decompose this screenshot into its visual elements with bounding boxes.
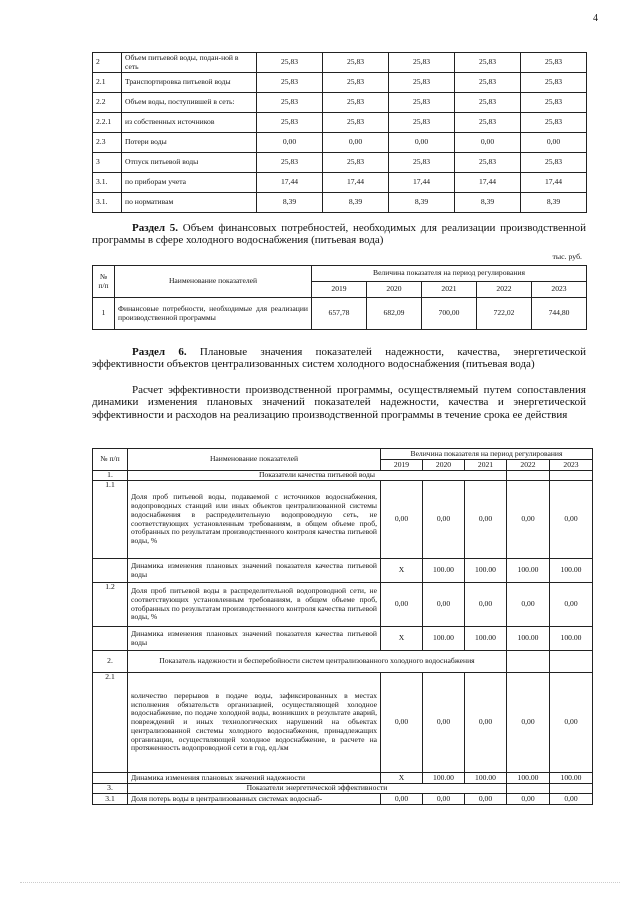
t3-value: 0,00 bbox=[381, 794, 423, 805]
t1-value: 17,44 bbox=[455, 173, 521, 193]
table-row bbox=[93, 93, 587, 113]
table-row bbox=[93, 153, 587, 173]
t1-value: 25,83 bbox=[521, 113, 587, 133]
t2-year-2022: 2022 bbox=[477, 282, 532, 298]
t1-value: 17,44 bbox=[323, 173, 389, 193]
t3-year-2019: 2019 bbox=[381, 460, 423, 471]
t1-row-name: Объем воды, поступившей в сеть: bbox=[122, 93, 257, 113]
t3-section-num: 3. bbox=[93, 784, 128, 794]
t3-section-num: 1. bbox=[93, 471, 128, 481]
t1-value: 25,83 bbox=[257, 113, 323, 133]
t1-value: 0,00 bbox=[521, 133, 587, 153]
t3-dynamics-name: Динамика изменения плановых значений показателя качества питьевой воды bbox=[128, 627, 381, 651]
t3-value: 0,00 bbox=[381, 673, 423, 773]
t1-value: 25,83 bbox=[257, 153, 323, 173]
t3-year-2020: 2020 bbox=[423, 460, 465, 471]
t3-value: 0,00 bbox=[507, 583, 550, 627]
t1-value: 8,39 bbox=[323, 193, 389, 213]
t3-year-2022: 2022 bbox=[507, 460, 550, 471]
t3-value: 0,00 bbox=[381, 481, 423, 559]
t3-row-name: Доля проб питьевой воды в распределительной водопроводной сети, не соответствующих установленным требованиям, в общем объеме проб, отобранных по результатам производственного контроля качества питьевой воды, % bbox=[128, 583, 381, 627]
t3-value: 100.00 bbox=[550, 627, 593, 651]
t3-section-title: Показатели энергетической эффективности bbox=[128, 784, 507, 794]
t1-row-num: 2.2 bbox=[93, 93, 122, 113]
t3-value: 0,00 bbox=[465, 673, 507, 773]
t3-section-num: 2. bbox=[93, 651, 128, 673]
t1-value: 25,83 bbox=[455, 113, 521, 133]
t2-row-name: Финансовые потребности, необходимые для реализации производственной программы bbox=[115, 298, 312, 330]
t1-value: 25,83 bbox=[389, 73, 455, 93]
t3-name-header: Наименование показателей bbox=[128, 449, 381, 471]
t1-value: 25,83 bbox=[389, 53, 455, 73]
t2-year-2023: 2023 bbox=[532, 282, 587, 298]
water-balance-table-body bbox=[93, 53, 587, 213]
t3-dynamics-name: Динамика изменения плановых значений надежности bbox=[128, 773, 381, 784]
t1-value: 0,00 bbox=[257, 133, 323, 153]
t1-value: 25,83 bbox=[521, 73, 587, 93]
t1-value: 17,44 bbox=[389, 173, 455, 193]
page-number: 4 bbox=[593, 13, 598, 24]
t1-row-name: по нормативам bbox=[122, 193, 257, 213]
t3-value: 0,00 bbox=[465, 481, 507, 559]
t3-value: 0,00 bbox=[550, 583, 593, 627]
t3-value: 0,00 bbox=[507, 794, 550, 805]
t3-value: 0,00 bbox=[507, 481, 550, 559]
t3-value: 100.00 bbox=[507, 559, 550, 583]
t3-value: 100.00 bbox=[465, 559, 507, 583]
t3-row-num: 1.2 bbox=[93, 583, 128, 627]
section5-text: Объем финансовых потребностей, необходимых для реализации производственной программы в сфере холодного водоснабжения (питьевая вода) bbox=[92, 222, 586, 247]
table-row bbox=[93, 193, 587, 213]
t3-value: X bbox=[381, 773, 423, 784]
t3-year-2023: 2023 bbox=[550, 460, 593, 471]
t1-value: 25,83 bbox=[257, 53, 323, 73]
t1-row-name: Отпуск питьевой воды bbox=[122, 153, 257, 173]
t1-value: 25,83 bbox=[389, 113, 455, 133]
t1-row-num: 3.1. bbox=[93, 173, 122, 193]
table-row bbox=[93, 173, 587, 193]
t1-row-num: 3 bbox=[93, 153, 122, 173]
t1-value: 0,00 bbox=[389, 133, 455, 153]
t2-name-header: Наименование показателей bbox=[115, 266, 312, 298]
t3-row-num: 2.1 bbox=[93, 673, 128, 773]
t1-value: 0,00 bbox=[455, 133, 521, 153]
t3-row-name: Доля проб питьевой воды, подаваемой с источников водоснабжения, водопроводных станций или иных объектов централизованной системы водоснабжения в распределительную водопроводную сеть, не соответствующих установленным требованиям, в общем объеме проб, отобранных по результатам производственного контроля качества питьевой воды, % bbox=[128, 481, 381, 559]
t3-value: X bbox=[381, 627, 423, 651]
t3-dynamics-name: Динамика изменения плановых значений показателя качества питьевой воды bbox=[128, 559, 381, 583]
t2-value: 657,78 bbox=[312, 298, 367, 330]
t1-row-num: 2.1 bbox=[93, 73, 122, 93]
t1-value: 0,00 bbox=[323, 133, 389, 153]
t1-value: 8,39 bbox=[521, 193, 587, 213]
t3-value: 0,00 bbox=[423, 481, 465, 559]
t1-value: 8,39 bbox=[257, 193, 323, 213]
page-bottom-divider bbox=[20, 882, 620, 883]
section6-paragraph: Расчет эффективности производственной программы, осуществляемый путем сопоставления динамики изменения плановых значений показателей надежности, качества и энергетической эффективности и расходов на реализацию производственной программы в течение срока ее действия bbox=[92, 384, 586, 421]
t3-value: 0,00 bbox=[550, 794, 593, 805]
t3-value: 0,00 bbox=[507, 673, 550, 773]
t1-row-name: по приборам учета bbox=[122, 173, 257, 193]
t1-value: 17,44 bbox=[257, 173, 323, 193]
t1-value: 25,83 bbox=[521, 153, 587, 173]
t3-value: 0,00 bbox=[550, 673, 593, 773]
t1-row-name: из собственных источников bbox=[122, 113, 257, 133]
t2-value: 682,09 bbox=[367, 298, 422, 330]
t1-value: 8,39 bbox=[455, 193, 521, 213]
t3-period-header: Величина показателя на период регулирования bbox=[381, 449, 593, 460]
section5-heading bbox=[92, 222, 586, 247]
t3-value: 100.00 bbox=[507, 627, 550, 651]
t3-year-2021: 2021 bbox=[465, 460, 507, 471]
t1-row-name: Объем питьевой воды, подан-ной в сеть bbox=[122, 53, 257, 73]
t1-row-name: Транспортировка питьевой воды bbox=[122, 73, 257, 93]
section6-text: Плановые значения показателей надежности, качества, энергетической эффективности объектов централизованных систем холодного водоснабжения (питьевая вода) bbox=[92, 346, 586, 371]
t1-row-num: 2.2.1 bbox=[93, 113, 122, 133]
t3-value: 100.00 bbox=[465, 773, 507, 784]
t3-row-name: Доля потерь воды в централизованных системах водоснаб- bbox=[128, 794, 381, 805]
t2-period-header: Величина показателя на период регулирования bbox=[312, 266, 587, 282]
section5-label: Раздел 5. bbox=[132, 222, 179, 234]
t3-value: 100.00 bbox=[550, 559, 593, 583]
t2-value: 722,02 bbox=[477, 298, 532, 330]
t1-value: 25,83 bbox=[521, 93, 587, 113]
t3-value: 0,00 bbox=[465, 794, 507, 805]
t3-value: 0,00 bbox=[465, 583, 507, 627]
t1-row-num: 2 bbox=[93, 53, 122, 73]
table-row bbox=[93, 133, 587, 153]
t2-year-2019: 2019 bbox=[312, 282, 367, 298]
t3-section-title: Показатель надежности и бесперебойности систем централизованного холодного водоснабжения bbox=[128, 651, 507, 673]
t1-value: 25,83 bbox=[389, 153, 455, 173]
indicators-table bbox=[92, 448, 593, 805]
t1-value: 25,83 bbox=[455, 93, 521, 113]
t1-value: 25,83 bbox=[323, 153, 389, 173]
t3-section-title: Показатели качества питьевой воды bbox=[128, 471, 507, 481]
t3-value: 100.00 bbox=[423, 773, 465, 784]
t3-value: 100.00 bbox=[550, 773, 593, 784]
t1-value: 25,83 bbox=[521, 53, 587, 73]
table-row bbox=[93, 73, 587, 93]
water-balance-table bbox=[92, 52, 587, 213]
t1-value: 25,83 bbox=[257, 93, 323, 113]
t1-row-num: 2.3 bbox=[93, 133, 122, 153]
t1-value: 25,83 bbox=[455, 153, 521, 173]
t1-value: 8,39 bbox=[389, 193, 455, 213]
t2-row-num: 1 bbox=[93, 298, 115, 330]
t3-row-num: 3.1 bbox=[93, 794, 128, 805]
t2-value: 744,80 bbox=[532, 298, 587, 330]
section6-label: Раздел 6. bbox=[132, 346, 187, 358]
t3-value: 0,00 bbox=[423, 794, 465, 805]
financial-needs-table bbox=[92, 265, 587, 330]
t3-value: 100.00 bbox=[423, 627, 465, 651]
t2-year-2020: 2020 bbox=[367, 282, 422, 298]
t1-value: 25,83 bbox=[323, 53, 389, 73]
t3-value: 100.00 bbox=[423, 559, 465, 583]
t3-value: 0,00 bbox=[381, 583, 423, 627]
t3-row-num: 1.1 bbox=[93, 481, 128, 559]
t1-row-num: 3.1. bbox=[93, 193, 122, 213]
t2-num-header: № п/п bbox=[93, 266, 115, 298]
t1-value: 25,83 bbox=[323, 93, 389, 113]
t3-value: X bbox=[381, 559, 423, 583]
t3-value: 0,00 bbox=[423, 673, 465, 773]
t2-year-2021: 2021 bbox=[422, 282, 477, 298]
currency-unit: тыс. руб. bbox=[552, 252, 582, 261]
t3-value: 0,00 bbox=[550, 481, 593, 559]
t1-value: 25,83 bbox=[455, 53, 521, 73]
table-row bbox=[93, 53, 587, 73]
t1-value: 25,83 bbox=[323, 73, 389, 93]
t1-value: 25,83 bbox=[389, 93, 455, 113]
t3-value: 100.00 bbox=[507, 773, 550, 784]
t1-value: 25,83 bbox=[257, 73, 323, 93]
t1-value: 17,44 bbox=[521, 173, 587, 193]
t3-value: 0,00 bbox=[423, 583, 465, 627]
t1-value: 25,83 bbox=[323, 113, 389, 133]
t3-num-header: № п/п bbox=[93, 449, 128, 471]
t1-value: 25,83 bbox=[455, 73, 521, 93]
t3-value: 100.00 bbox=[465, 627, 507, 651]
t3-row-name: количество перерывов в подаче воды, зафиксированных в местах исполнения обязательств организацией, осуществляющей холодное водоснабжение, по подаче холодной воды, возникших в результате аварий, повреждений и иных технологических нарушений на объектах централизованной системы холодного водоснабжения, принадлежащих организации, осуществляющей холодное водоснабжение, в расчете на протяженность водопроводной сети в год, ед./км bbox=[128, 673, 381, 773]
section6-heading bbox=[92, 346, 586, 371]
table-row bbox=[93, 113, 587, 133]
t1-row-name: Потери воды bbox=[122, 133, 257, 153]
t2-value: 700,00 bbox=[422, 298, 477, 330]
